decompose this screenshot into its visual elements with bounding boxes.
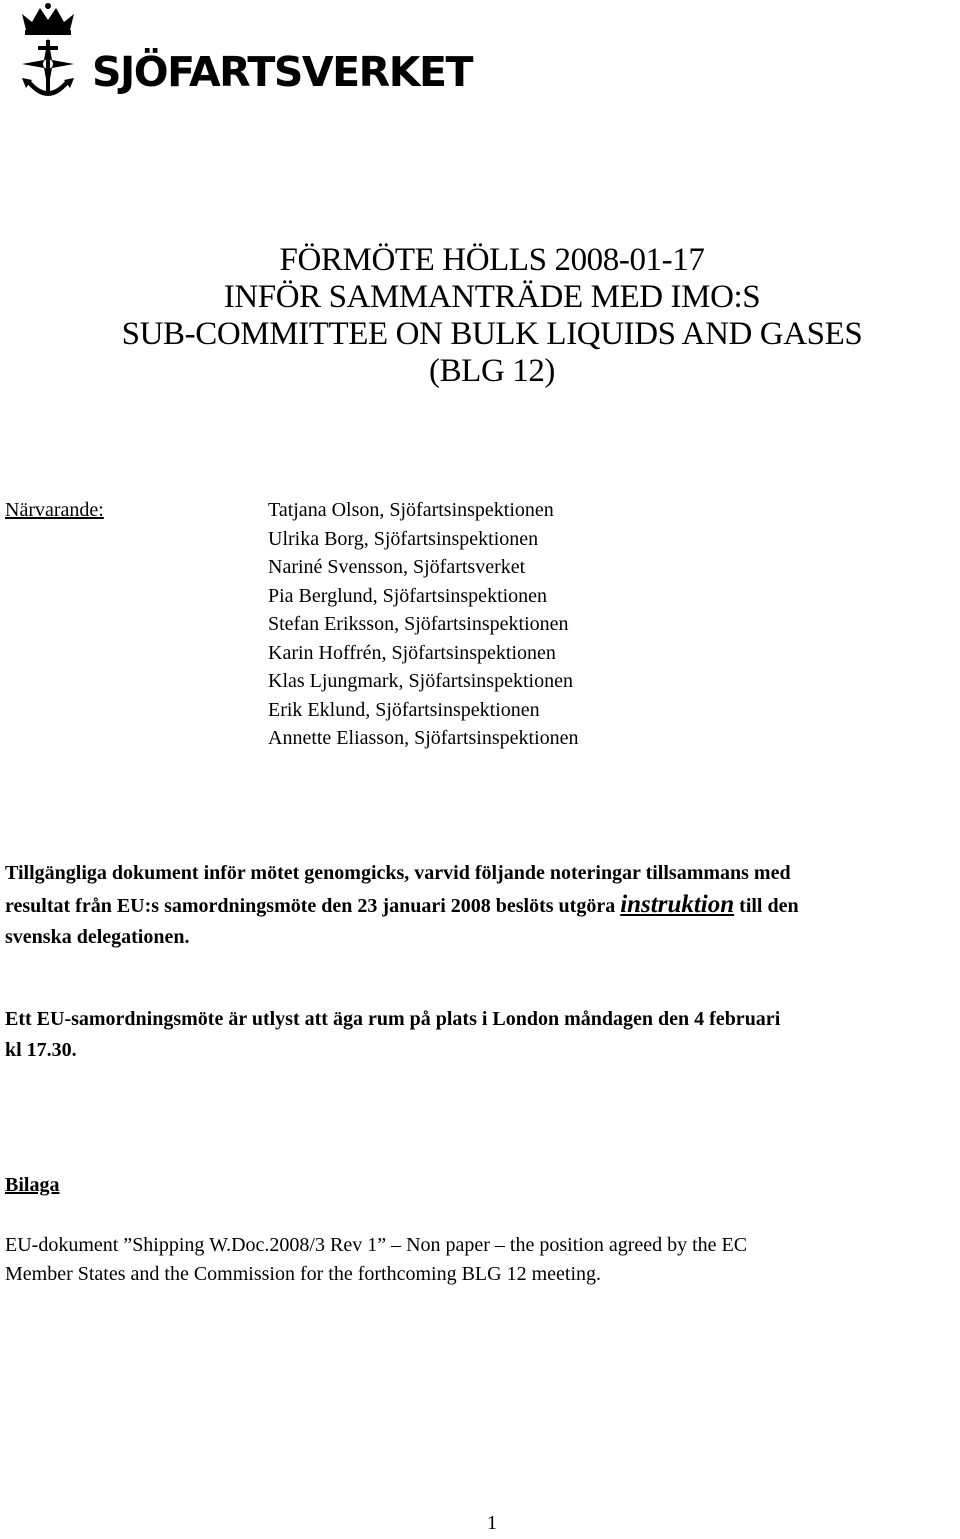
title-line: (BLG 12) (428, 353, 556, 389)
crown-anchor-compass-icon (8, 2, 88, 112)
appendix-line: Member States and the Commission for the forthcoming BLG 12 meeting. (5, 1263, 602, 1285)
attendee-item: Stefan Eriksson, Sjöfartsinspektionen (268, 613, 569, 635)
paragraph-line: kl 17.30. (5, 1039, 77, 1061)
emphasized-word: instruktion (620, 891, 735, 918)
paragraph-line (5, 889, 960, 922)
attendee-item: Annette Eliasson, Sjöfartsinspektionen (268, 727, 579, 749)
attendee-item: Tatjana Olson, Sjöfartsinspektionen (268, 499, 554, 521)
decision-paragraph (5, 858, 960, 953)
meeting-paragraph (5, 1004, 960, 1066)
page-number: 1 (487, 1512, 497, 1534)
title-line: INFÖR SAMMANTRÄDE MED IMO:S (223, 279, 761, 315)
title-line: SUB-COMMITTEE ON BULK LIQUIDS AND GASES (121, 316, 863, 352)
document-title (0, 242, 960, 390)
attendee-item: Klas Ljungmark, Sjöfartsinspektionen (268, 670, 573, 692)
paragraph-text: resultat från EU:s samordningsmöte den 23 januari 2008 beslöts utgöra (5, 895, 621, 917)
attendee-list (268, 496, 579, 753)
attendee-item: Karin Hoffrén, Sjöfartsinspektionen (268, 641, 556, 664)
appendix-heading: Bilaga (5, 1174, 60, 1196)
paragraph-text: till den (734, 895, 799, 917)
appendix-text (5, 1231, 747, 1289)
attendee-item: Nariné Svensson, Sjöfartsverket (268, 556, 526, 578)
paragraph-line: Ett EU-samordningsmöte är utlyst att äga rum på plats i London måndagen den 4 februari (5, 1008, 781, 1030)
attendees-label: Närvarande: (5, 499, 104, 521)
paragraph-line: svenska delegationen. (5, 926, 190, 948)
title-line: FÖRMÖTE HÖLLS 2008-01-17 (279, 242, 705, 278)
appendix-line: EU-dokument ”Shipping W.Doc.2008/3 Rev 1” – Non paper – the position agreed by the EC (5, 1234, 748, 1256)
attendee-item: Pia Berglund, Sjöfartsinspektionen (268, 584, 548, 607)
attendee-item: Erik Eklund, Sjöfartsinspektionen (268, 698, 540, 721)
paragraph-line: Tillgängliga dokument inför mötet genomgicks, varvid följande noteringar tillsammans med (5, 862, 791, 884)
attendee-item: Ulrika Borg, Sjöfartsinspektionen (268, 527, 539, 550)
org-name: SJÖFARTSVERKET (92, 48, 472, 96)
header-logo (8, 2, 472, 112)
